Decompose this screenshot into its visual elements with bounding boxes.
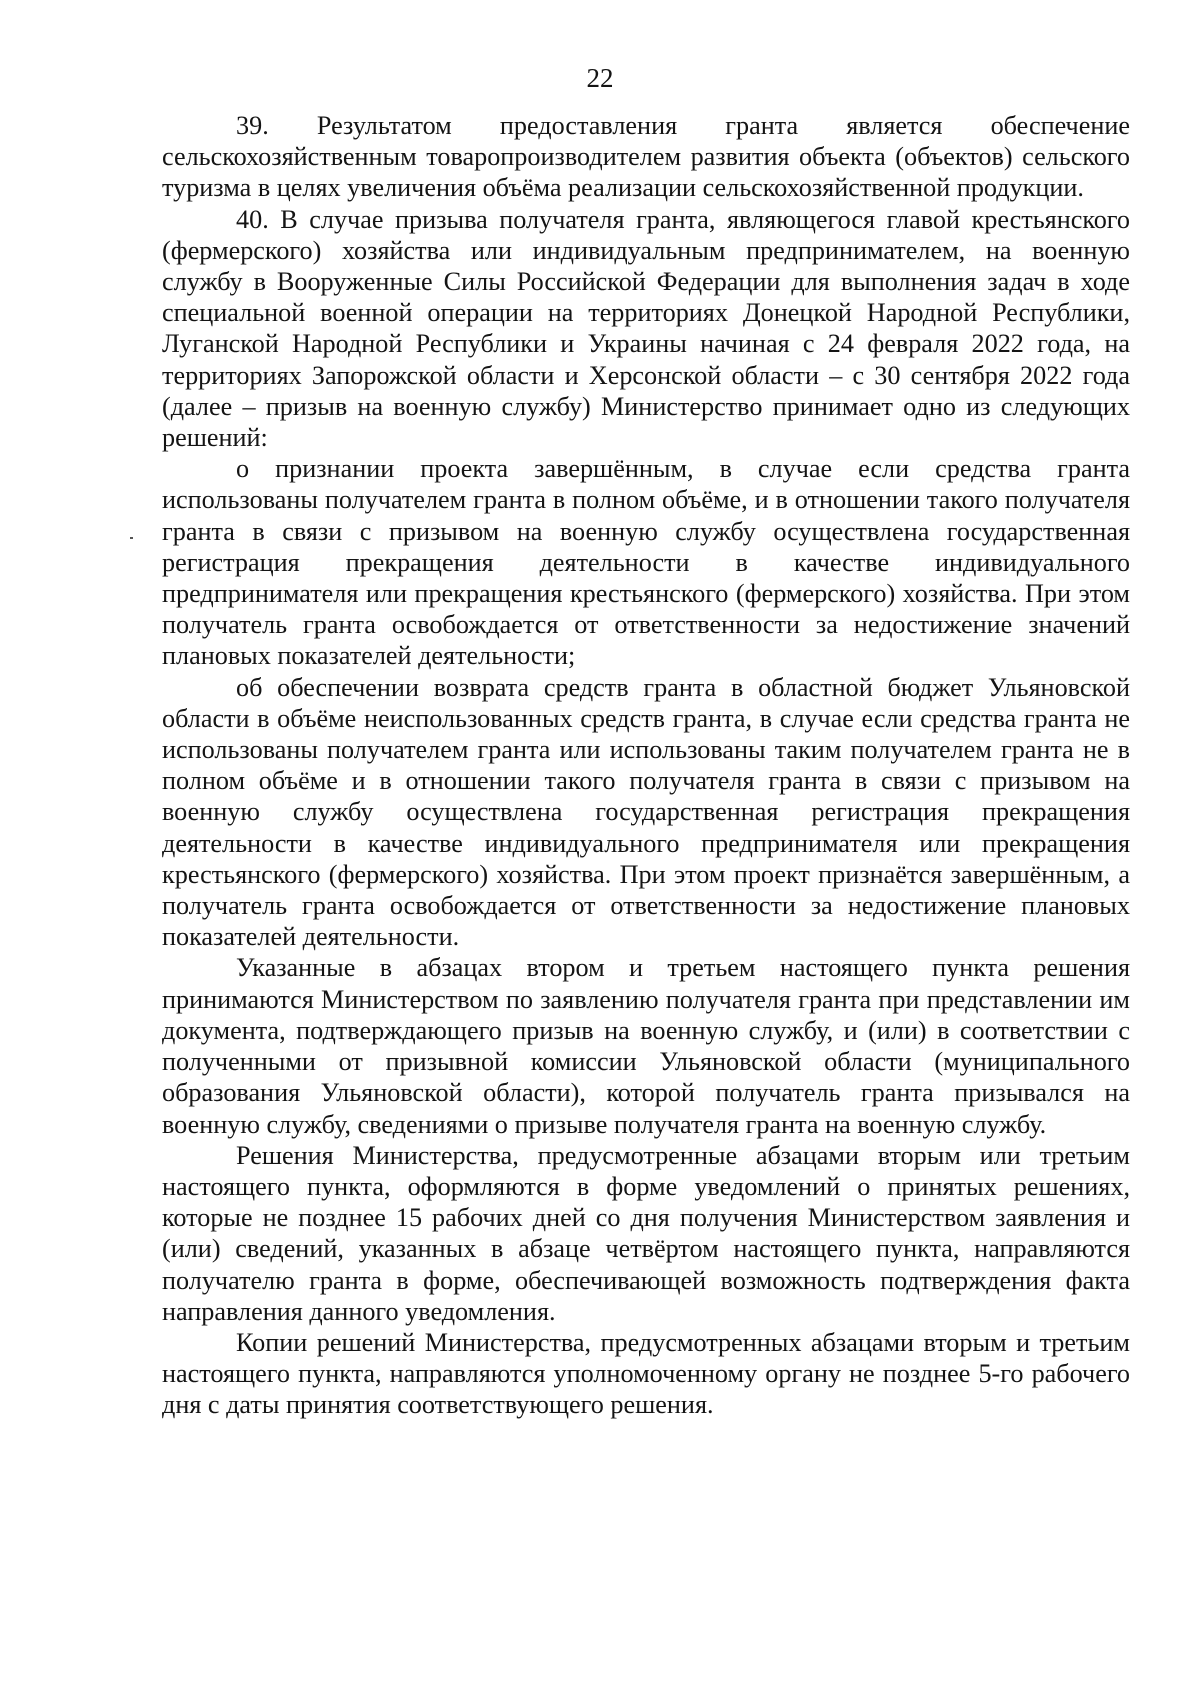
paragraph-40-decisions-basis: Указанные в абзацах втором и третьем настоящего пункта решения принимаются Министерством по заявлению получателя гранта при представлении им документа, подтверждающего призыв на военную службу, и (или) в соответствии с полученными от призывной комиссии Ульяновской области (муниципального образования Ульяновской области), которой получатель гранта призывался на военную службу, сведениями о призыве получателя гранта на военную службу.: [162, 953, 1130, 1139]
page-number: 22: [586, 63, 614, 93]
paragraph-39: 39. Результатом предоставления гранта является обеспечение сельскохозяйственным товаропроизводителем развития объекта (объектов) сельского туризма в целях увеличения объёма реализации сельскохозяйственной продукции.: [162, 111, 1130, 203]
document-body: [162, 110, 1130, 1421]
paragraph-40-option-2: об обеспечении возврата средств гранта в областной бюджет Ульяновской области в объёме неиспользованных средств гранта, в случае если средства гранта не использованы получателем гранта или использованы таким получателем гранта не в полном объёме и в отношении такого получателя гранта в связи с призывом на военную службу осуществлена государственная регистрация прекращения деятельности в качестве индивидуального предпринимателя или прекращения крестьянского (фермерского) хозяйства. При этом проект признаётся завершённым, а получатель гранта освобождается от ответственности за недостижение плановых показателей деятельности.: [162, 672, 1130, 952]
paragraph-40-option-1: о признании проекта завершённым, в случае если средства гранта использованы получателем гранта в полном объёме, и в отношении такого получателя гранта в связи с призывом на военную службу осуществлена государственная регистрация прекращения деятельности в качестве индивидуального предпринимателя или прекращения крестьянского (фермерского) хозяйства. При этом получатель гранта освобождается от ответственности за недостижение значений плановых показателей деятельности;: [162, 454, 1130, 671]
paragraph-40-copies: Копии решений Министерства, предусмотренных абзацами вторым и третьим настоящего пункта, направляются уполномоченному органу не позднее 5-го рабочего дня с даты принятия соответствующего решения.: [162, 1327, 1130, 1420]
paragraph-40: 40. В случае призыва получателя гранта, являющегося главой крестьянского (фермерского) хозяйства или индивидуальным предпринимателем, на военную службу в Вооруженные Силы Российской Федерации для выполнения задач в ходе специальной военной операции на территориях Донецкой Народной Республики, Луганской Народной Республики и Украины начиная с 24 февраля 2022 года, на территориях Запорожской области и Херсонской области – с 30 сентября 2022 года (далее – призыв на военную службу) Министерство принимает одно из следующих решений:: [162, 204, 1130, 453]
paragraph-40-notification: Решения Министерства, предусмотренные абзацами вторым или третьим настоящего пункта, оформляются в форме уведомлений о принятых решениях, которые не позднее 15 рабочих дней со дня получения Министерством заявления и (или) сведений, указанных в абзаце четвёртом настоящего пункта, направляются получателю гранта в форме, обеспечивающей возможность подтверждения факта направления данного уведомления.: [162, 1140, 1130, 1326]
scan-artifact-dot: [130, 537, 133, 539]
